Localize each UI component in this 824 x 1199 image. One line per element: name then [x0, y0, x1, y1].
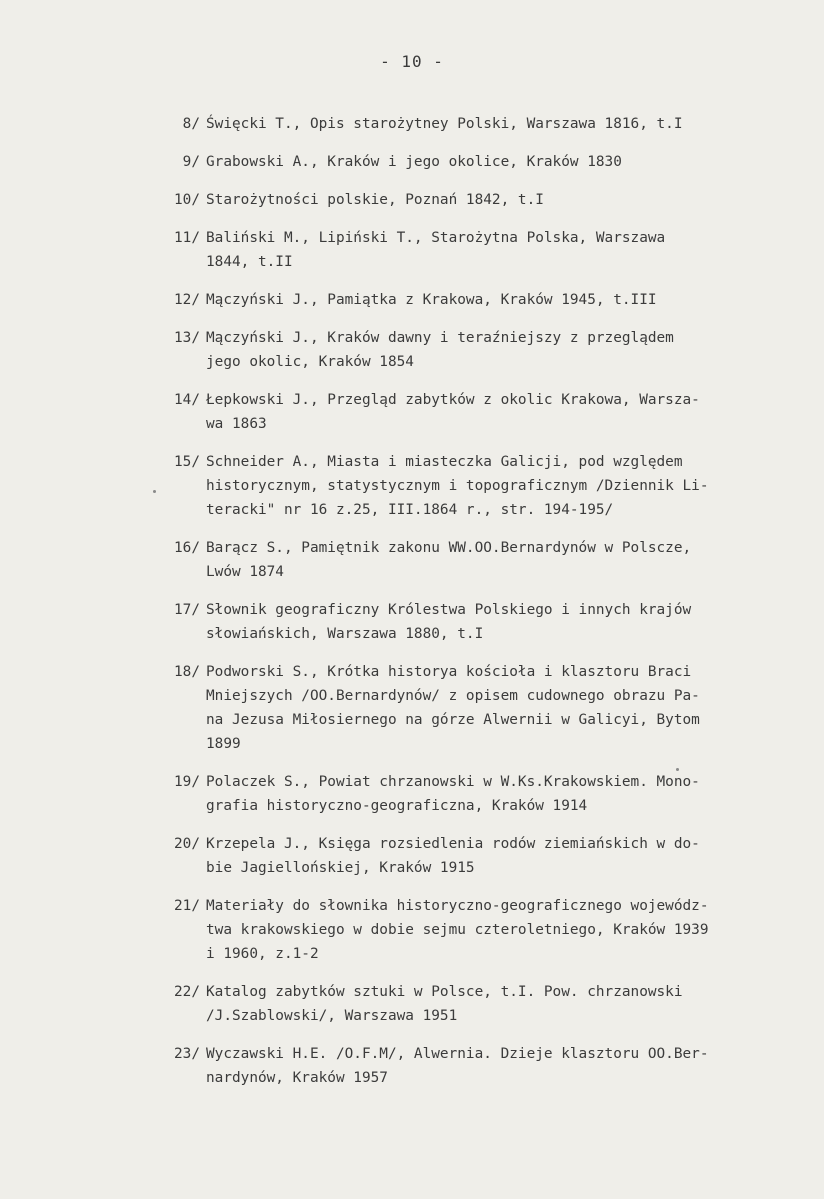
entry-line: Materiały do słownika historyczno-geograficznego wojewódz- [206, 898, 709, 914]
bibliography-entry [160, 150, 790, 174]
entry-text [206, 288, 790, 312]
entry-line: Łepkowski J., Przegląd zabytków z okolic Krakowa, Warsza- [206, 392, 700, 408]
entry-number: 14/ [174, 392, 200, 408]
entry-line: bie Jagiellońskiej, Kraków 1915 [206, 860, 475, 876]
entry-text [206, 598, 790, 646]
bibliography-entry [160, 536, 790, 584]
entry-text [206, 980, 790, 1028]
bibliography-entry [160, 112, 790, 136]
bibliography-entry [160, 980, 790, 1028]
bibliography-entry [160, 388, 790, 436]
entry-line: 1899 [206, 736, 241, 752]
entry-line: historycznym, statystycznym i topograficznym /Dziennik Li- [206, 478, 709, 494]
page-number: - 10 - [380, 52, 444, 71]
entry-line: Święcki T., Opis starożytney Polski, Warszawa 1816, t.I [206, 116, 683, 132]
entry-text [206, 770, 790, 818]
entry-line: twa krakowskiego w dobie sejmu czteroletniego, Kraków 1939 [206, 922, 709, 938]
entry-line: Grabowski A., Kraków i jego okolice, Kraków 1830 [206, 154, 622, 170]
entry-number: 18/ [174, 664, 200, 680]
ink-speck [153, 490, 156, 493]
entry-line: Schneider A., Miasta i miasteczka Galicji, pod względem [206, 454, 683, 470]
entry-number: 10/ [174, 192, 200, 208]
entry-text [206, 1042, 790, 1090]
entry-line: Wyczawski H.E. /O.F.M/, Alwernia. Dzieje klasztoru OO.Ber- [206, 1046, 709, 1062]
entry-line: teracki" nr 16 z.25, III.1864 r., str. 194-195/ [206, 502, 614, 518]
entry-text [206, 660, 790, 756]
bibliography-entry [160, 326, 790, 374]
entry-text [206, 536, 790, 584]
bibliography-entry [160, 832, 790, 880]
entry-line: na Jezusa Miłosiernego na górze Alwernii w Galicyi, Bytom [206, 712, 700, 728]
entry-line: Polaczek S., Powiat chrzanowski w W.Ks.Krakowskiem. Mono- [206, 774, 700, 790]
entry-line: Lwów 1874 [206, 564, 284, 580]
entry-text [206, 226, 790, 274]
entry-line: nardynów, Kraków 1957 [206, 1070, 388, 1086]
entry-number: 13/ [174, 330, 200, 346]
entry-number: 16/ [174, 540, 200, 556]
bibliography-entry [160, 770, 790, 818]
entry-line: jego okolic, Kraków 1854 [206, 354, 414, 370]
entry-number: 19/ [174, 774, 200, 790]
entry-line: Mączyński J., Pamiątka z Krakowa, Kraków 1945, t.III [206, 292, 657, 308]
entry-line: słowiańskich, Warszawa 1880, t.I [206, 626, 484, 642]
entry-text [206, 188, 790, 212]
entry-line: 1844, t.II [206, 254, 293, 270]
ink-speck [676, 768, 679, 771]
entry-line: wa 1863 [206, 416, 267, 432]
entry-line: Mniejszych /OO.Bernardynów/ z opisem cudownego obrazu Pa- [206, 688, 700, 704]
entry-number: 21/ [174, 898, 200, 914]
entry-line: Mączyński J., Kraków dawny i teraźniejszy z przeglądem [206, 330, 674, 346]
entry-line: i 1960, z.1-2 [206, 946, 319, 962]
entry-number: 9/ [182, 154, 200, 170]
entry-text [206, 326, 790, 374]
entry-text [206, 388, 790, 436]
entry-line: Barącz S., Pamiętnik zakonu WW.OO.Bernardynów w Polscze, [206, 540, 692, 556]
entry-line: Słownik geograficzny Królestwa Polskiego i innych krajów [206, 602, 692, 618]
entry-line: Podworski S., Krótka historya kościoła i klasztoru Braci [206, 664, 692, 680]
bibliography-entry [160, 660, 790, 756]
entry-line: Katalog zabytków sztuki w Polsce, t.I. Pow. chrzanowski [206, 984, 683, 1000]
entry-text [206, 112, 790, 136]
entry-line: Baliński M., Lipiński T., Starożytna Polska, Warszawa [206, 230, 666, 246]
entry-number: 15/ [174, 454, 200, 470]
entry-number: 11/ [174, 230, 200, 246]
entry-line: Starożytności polskie, Poznań 1842, t.I [206, 192, 544, 208]
bibliography-entry [160, 598, 790, 646]
bibliography-entry [160, 226, 790, 274]
entry-number: 20/ [174, 836, 200, 852]
bibliography-list [160, 112, 790, 1104]
entry-line: /J.Szablowski/, Warszawa 1951 [206, 1008, 458, 1024]
bibliography-entry [160, 894, 790, 966]
entry-text [206, 450, 790, 522]
entry-number: 8/ [182, 116, 200, 132]
entry-text [206, 150, 790, 174]
entry-number: 12/ [174, 292, 200, 308]
entry-number: 23/ [174, 1046, 200, 1062]
entry-text [206, 832, 790, 880]
entry-number: 22/ [174, 984, 200, 1000]
entry-number: 17/ [174, 602, 200, 618]
bibliography-entry [160, 288, 790, 312]
entry-line: grafia historyczno-geograficzna, Kraków 1914 [206, 798, 588, 814]
bibliography-entry [160, 450, 790, 522]
entry-line: Krzepela J., Księga rozsiedlenia rodów ziemiańskich w do- [206, 836, 700, 852]
entry-text [206, 894, 790, 966]
bibliography-entry [160, 1042, 790, 1090]
bibliography-entry [160, 188, 790, 212]
